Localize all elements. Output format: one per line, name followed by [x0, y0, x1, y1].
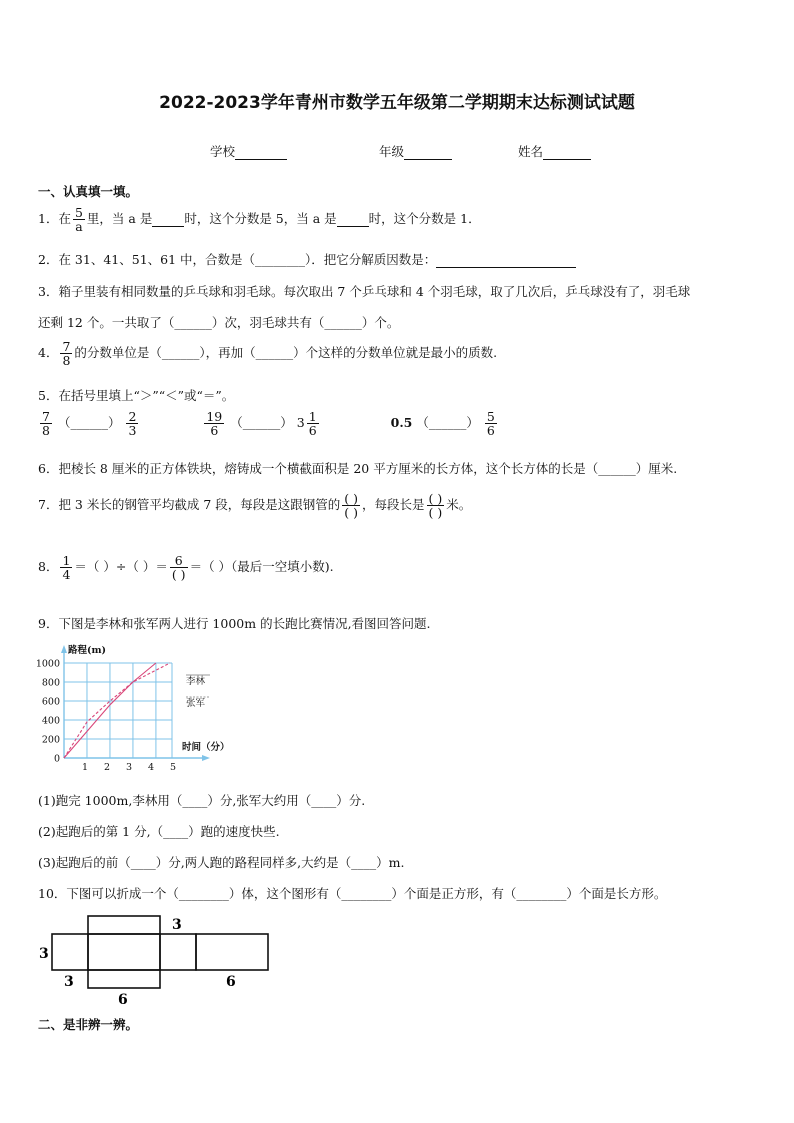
net-face-bottom [88, 970, 160, 988]
series-line-zhangjun [64, 663, 170, 758]
question-8: 8． $\frac{1}{4}$ ＝（ ）÷（ ）＝ $\frac{6}{( )}$ ＝（ ）（最后一空填小数). [38, 553, 334, 583]
net-face-left [52, 934, 88, 970]
question-5-items: $\frac{7}{8}$ （______） $\frac{2}{3}$ $\frac{19}{6}$ （______） 3 $\frac{1}{6}$ 0.5 （______） $\frac{5}{6}$ [42, 409, 495, 439]
question-9-part-3: (3)起跑后的前（____）分,两人跑的路程同样多,大约是（____）m. [38, 855, 405, 870]
net-label-bottom-6: 6 [118, 992, 128, 1008]
legend-label: 张军 [186, 698, 206, 709]
x-tick-label: 4 [147, 762, 155, 773]
y-tick-label: 200 [41, 734, 60, 746]
legend-label: 李林 [186, 676, 206, 687]
x-axis-arrow [202, 755, 210, 761]
school-blank [235, 144, 287, 160]
page-title: 2022-2023学年青州市数学五年级第二学期期末达标测试试题 [159, 93, 635, 113]
x-tick-label: 1 [81, 762, 89, 773]
y-tick-label: 0 [53, 753, 60, 765]
question-7: 7．把 3 米长的钢管平均截成 7 段，每段是这跟钢管的 $\frac{( )}{( )}$ ，每段长是 $\frac{( )}{( )}$ 米。 [38, 491, 472, 521]
y-tick-label: 1000 [35, 658, 60, 670]
question-10: 10．下图可以折成一个（________）体，这个图形有（________）个面是正方形，有（________）个面是长方形。 [38, 886, 667, 901]
net-face-front [88, 934, 160, 970]
net-label-bottom-3: 3 [64, 974, 74, 990]
net-label-right-6: 6 [226, 974, 236, 990]
question-6: 6．把棱长 8 厘米的正方体铁块，熔铸成一个横截面积是 20 平方厘米的长方体，这个长方体的长是（______）厘米. [38, 461, 678, 476]
y-tick-label: 400 [41, 715, 60, 727]
y-tick-label: 600 [41, 696, 60, 708]
x-axis-label: 时间（分） [182, 742, 230, 753]
name-blank [543, 144, 591, 160]
grade-blank [404, 144, 452, 160]
question-4: 4． $\frac{7}{8}$ 的分数单位是（______），再加（______）个这样的分数单位就是最小的质数. [38, 339, 498, 369]
question-2: 2．在 31、41、51、61 中，合数是（________）．把它分解质因数是： [38, 250, 576, 268]
question-9-part-2: (2)起跑后的第 1 分,（____）跑的速度快些. [38, 824, 280, 839]
fraction-7-8: $\frac{7}{8}$ [62, 339, 71, 369]
question-1: 1．在 $\frac{5}{a}$ 里，当 a 是 时，这个分数是 5，当 a 是 时，这个分数是 1． [38, 205, 481, 235]
question-5: 5．在括号里填上“＞”“＜”或“＝”。 [38, 388, 235, 403]
x-tick-label: 5 [169, 762, 177, 773]
x-tick-label: 3 [125, 762, 133, 773]
net-face-back [196, 934, 268, 970]
question-3-continued: 还剩 12 个。一共取了（______）次，羽毛球共有（______）个。 [38, 315, 400, 330]
race-chart [30, 640, 250, 780]
question-3: 3．箱子里装有相同数量的乒乓球和羽毛球。每次取出 7 个乒乓球和 4 个羽毛球，取了几次后，乒乓球没有了，羽毛球 [38, 284, 691, 299]
y-tick-label: 800 [41, 677, 60, 689]
y-axis-arrow [61, 645, 67, 653]
box-net-figure [36, 912, 276, 1008]
section-1-heading: 一、认真填一填。 [38, 184, 139, 199]
section-2-heading: 二、是非辨一辨。 [38, 1017, 139, 1032]
name-label: 姓名 [517, 144, 543, 159]
net-label-top-3: 3 [172, 917, 182, 933]
fraction-5-over-a: $\frac{5}{a}$ [74, 205, 83, 235]
net-face-top [88, 916, 160, 934]
x-tick-label: 2 [103, 762, 111, 773]
question-9-part-1: (1)跑完 1000m,李林用（____）分,张军大约用（____）分. [38, 793, 366, 808]
net-face-right [160, 934, 196, 970]
grade-label: 年级 [378, 144, 404, 159]
school-label: 学校 [210, 144, 236, 159]
header-info [210, 142, 591, 160]
question-9: 9．下图是李林和张军两人进行 1000m 的长跑比赛情况,看图回答问题. [38, 616, 431, 631]
y-axis-label: 路程(m) [68, 645, 107, 656]
net-label-left-3: 3 [39, 946, 49, 962]
